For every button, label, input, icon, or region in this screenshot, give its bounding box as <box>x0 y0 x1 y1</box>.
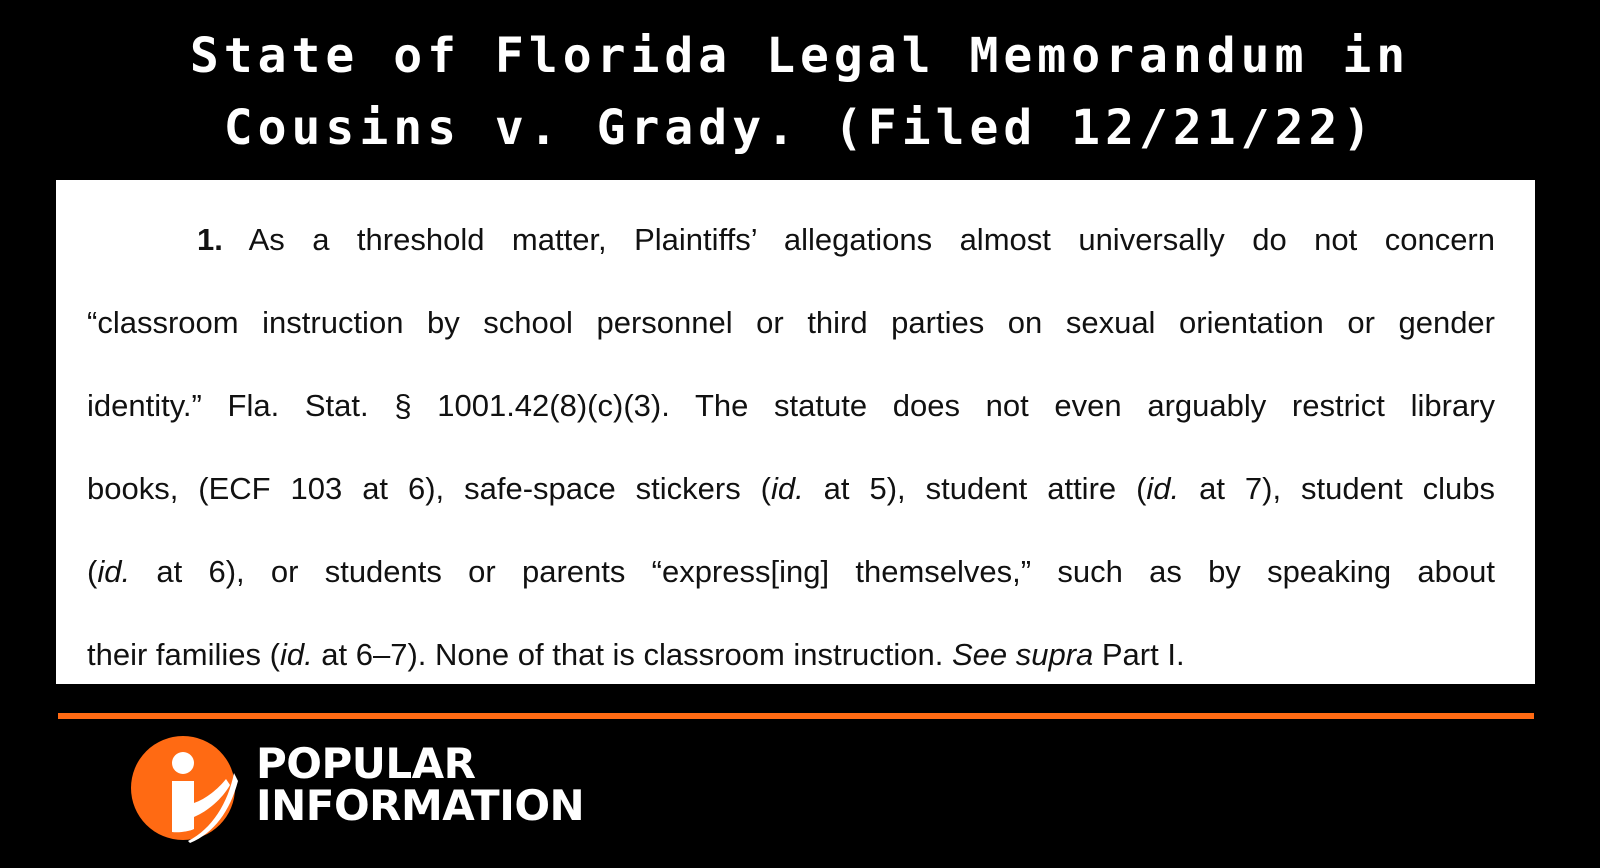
document-excerpt <box>56 180 1535 684</box>
text-segment: As a threshold matter, Plaintiffs’ allegations almost universally do not concern <box>222 222 1495 257</box>
text-segment: at 5), student attire ( <box>803 471 1147 506</box>
text-segment: “classroom instruction by school personnel or third parties on sexual orientation or gender <box>87 305 1495 340</box>
document-line <box>87 530 1495 613</box>
text-segment: their families ( <box>87 637 280 672</box>
headline-line-2: Cousins v. Grady. (Filed 12/21/22) <box>223 100 1377 156</box>
text-segment: books, (ECF 103 at 6), safe-space stickers ( <box>87 471 771 506</box>
brand-wordmark <box>256 739 585 830</box>
italic-citation: See supra <box>951 637 1094 672</box>
brand-name-line-2: INFORMATION <box>256 781 585 830</box>
document-line <box>87 364 1495 447</box>
text-segment: at 7), student clubs <box>1179 471 1495 506</box>
text-segment: at 6–7). None of that is classroom instruction. <box>312 637 952 672</box>
brand-name-line-1: POPULAR <box>256 739 476 788</box>
document-line <box>87 613 1495 696</box>
brand-logo <box>130 733 660 843</box>
text-segment: identity.” Fla. Stat. § 1001.42(8)(c)(3). The statute does not even arguably restrict library <box>87 388 1495 423</box>
headline <box>0 20 1600 164</box>
text-segment: Part I. <box>1093 637 1185 672</box>
paragraph-number: 1. <box>197 222 223 257</box>
document-line <box>87 447 1495 530</box>
italic-citation: id. <box>97 554 131 589</box>
italic-citation: id. <box>1146 471 1180 506</box>
text-segment: ( <box>87 554 98 589</box>
italic-citation: id. <box>771 471 804 506</box>
orange-divider <box>58 713 1534 719</box>
document-line <box>87 281 1495 364</box>
document-paragraph <box>87 198 1495 696</box>
text-segment: at 6), or students or parents “express[ing] themselves,” such as by speaking about <box>130 554 1495 589</box>
document-line <box>87 198 1495 281</box>
info-i-icon <box>130 733 240 843</box>
italic-citation: id. <box>279 637 313 672</box>
headline-line-1: State of Florida Legal Memorandum in <box>189 28 1411 84</box>
